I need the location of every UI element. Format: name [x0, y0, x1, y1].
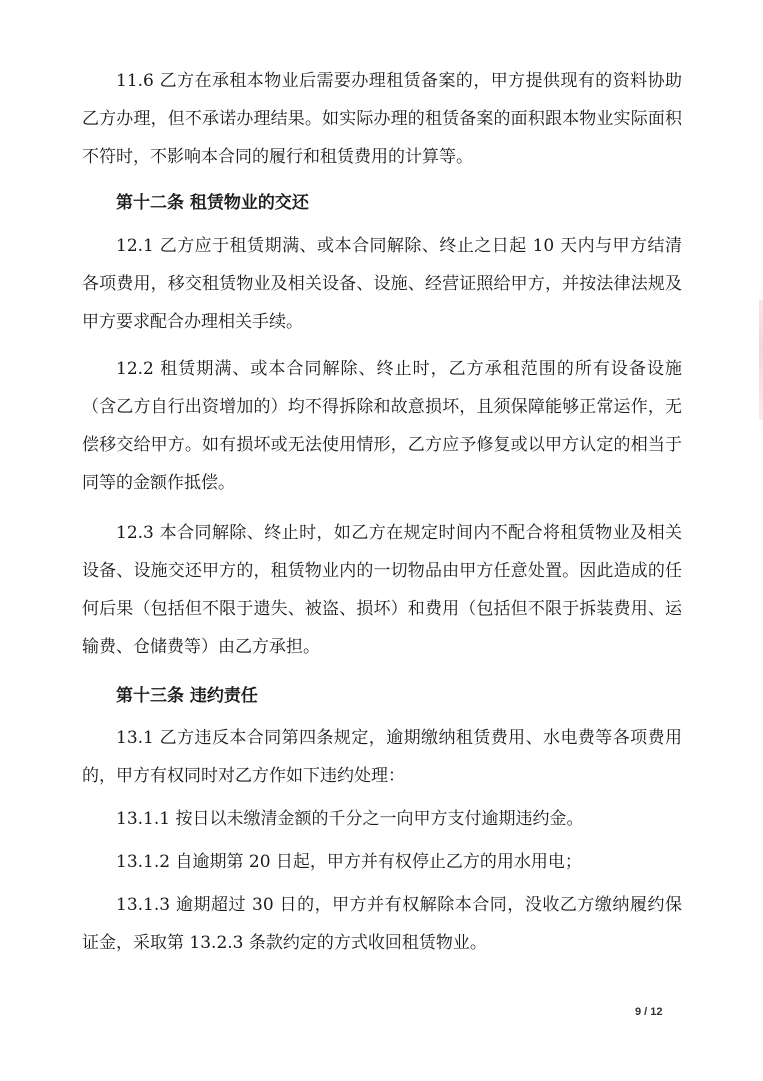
clause-13-1-2: 13.1.2 自逾期第 20 日起，甲方并有权停止乙方的用水用电；	[116, 852, 582, 872]
clause-12-3: 12.3 本合同解除、终止时，如乙方在规定时间内不配合将租赁物业及相关设备、设施交还甲方的，租赁物业内的一切物品由甲方任意处置。因此造成的任何后果（包括但不限于遗失、被盗、损坏）和费用（包括但不限于拆装费用、运输费、仓储费等）由乙方承担。	[82, 523, 682, 657]
seal-edge-mark	[759, 300, 763, 420]
clause-12-2: 12.2 租赁期满、或本合同解除、终止时，乙方承租范围的所有设备设施（含乙方自行出资增加的）均不得拆除和故意损坏，且须保障能够正常运作，无偿移交给甲方。如有损坏或无法使用情形，乙方应予修复或以甲方认定的相当于同等的金额作抵偿。	[82, 359, 682, 493]
article-13-heading: 第十三条 违约责任	[116, 686, 258, 706]
page-number: 9 / 12	[635, 1006, 663, 1018]
clause-12-1: 12.1 乙方应于租赁期满、或本合同解除、终止之日起 10 天内与甲方结清各项费用，移交租赁物业及相关设备、设施、经营证照给甲方，并按法律法规及甲方要求配合办理相关手续。	[82, 236, 682, 332]
clause-13-1-1: 13.1.1 按日以未缴清金额的千分之一向甲方支付逾期违约金。	[116, 809, 584, 829]
clause-13-1-3: 13.1.3 逾期超过 30 日的，甲方并有权解除本合同，没收乙方缴纳履约保证金，采取第 13.2.3 条款约定的方式收回租赁物业。	[82, 895, 682, 953]
clause-11-6: 11.6 乙方在承租本物业后需要办理租赁备案的，甲方提供现有的资料协助乙方办理，但不承诺办理结果。如实际办理的租赁备案的面积跟本物业实际面积不符时，不影响本合同的履行和租赁费用的计算等。	[82, 71, 682, 167]
article-12-heading: 第十二条 租赁物业的交还	[116, 193, 309, 213]
clause-13-1: 13.1 乙方违反本合同第四条规定，逾期缴纳租赁费用、水电费等各项费用的，甲方有权同时对乙方作如下违约处理：	[82, 728, 682, 786]
